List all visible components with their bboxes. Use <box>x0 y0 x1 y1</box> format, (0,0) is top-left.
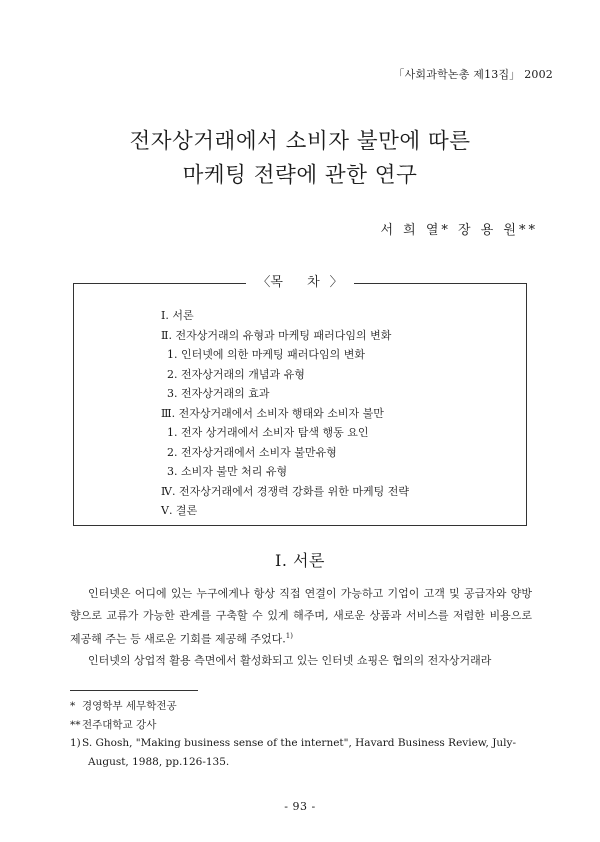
toc-item: 2. 전자상거래에서 소비자 불만유형 <box>167 445 337 459</box>
toc-item: Ⅴ. 결론 <box>161 504 198 517</box>
toc-list <box>161 306 409 521</box>
footnote-mark: * <box>70 700 76 712</box>
footnotes <box>70 697 540 771</box>
footnote <box>70 697 540 716</box>
footnote-text: S. Ghosh, "Making business sense of the internet", Havard Business Review, July- <box>82 737 517 749</box>
page-number: - 93 - <box>284 800 316 813</box>
footnote-mark: ** <box>70 718 81 731</box>
paragraph-text: 인터넷은 어디에 있는 누구에게나 항상 직접 연결이 가능하고 기업이 고객 및 공급자와 양방향으로 교류가 가능한 관계를 구축할 수 있게 해주며, 새로운 상품과 서비스를 저렴한 비용으로 제공해 주는 등 새로운 기회를 제공해 주었다. <box>70 587 532 646</box>
footnote-text: 경영학부 세무학전공 <box>82 700 177 712</box>
footnote-text: 전주대학교 강사 <box>82 718 157 731</box>
toc-item: 1. 전자 상거래에서 소비자 탐색 행동 요인 <box>167 426 369 439</box>
footnote-divider <box>70 690 198 691</box>
footnote-mark: 1) <box>70 737 81 749</box>
body-paragraph <box>70 583 532 650</box>
toc-item: Ⅱ. 전자상거래의 유형과 마케팅 패러다임의 변화 <box>161 328 392 342</box>
toc-item: 3. 전자상거래의 효과 <box>167 387 270 400</box>
body-paragraph: 인터넷의 상업적 활용 측면에서 활성화되고 있는 인터넷 쇼핑은 협의의 전자상거래라 <box>88 654 492 668</box>
toc-item: 3. 소비자 불만 처리 유형 <box>167 465 288 478</box>
footnote <box>70 734 540 753</box>
toc-item: 2. 전자상거래의 개념과 유형 <box>167 367 305 381</box>
paper-title <box>0 125 600 193</box>
toc-item: 1. 인터넷에 의한 마케팅 패러다임의 변화 <box>167 348 365 361</box>
title-line-2: 마케팅 전략에 관한 연구 <box>182 163 418 188</box>
right-angle-bracket-icon: 〉 <box>329 275 343 290</box>
toc-item: Ⅲ. 전자상거래에서 소비자 행태와 소비자 불만 <box>161 406 384 420</box>
toc-item: Ⅳ. 전자상거래에서 경쟁력 강화를 위한 마케팅 전략 <box>161 484 409 498</box>
footnote <box>70 716 540 735</box>
footnote-continuation: August, 1988, pp.126-135. <box>88 755 230 768</box>
toc-heading-label: 목 차 <box>270 275 330 290</box>
body-text <box>70 583 532 672</box>
title-line-1: 전자상거래에서 소비자 불만에 따른 <box>129 129 471 154</box>
authors: 서 희 열* 장 용 원** <box>380 223 538 238</box>
toc-heading <box>246 269 354 292</box>
left-angle-bracket-icon: 〈 <box>257 275 271 290</box>
journal-header: 「사회과학논총 제13집」 2002 <box>393 68 553 81</box>
section-heading: Ⅰ. 서론 <box>275 551 325 570</box>
toc-item: Ⅰ. 서론 <box>161 309 194 322</box>
footnote-reference: 1) <box>285 632 293 641</box>
